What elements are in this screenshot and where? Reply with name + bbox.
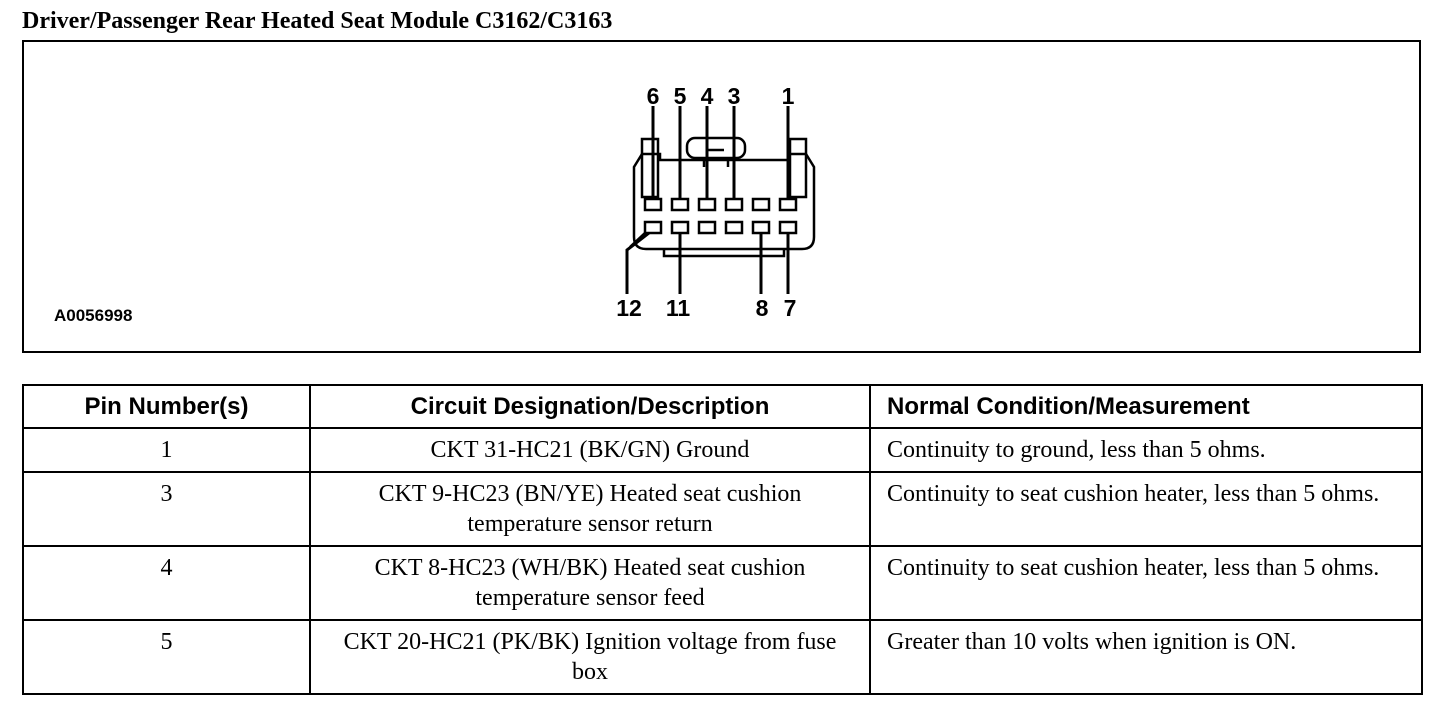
table-row	[23, 620, 1422, 694]
pin-cavity-9	[726, 222, 742, 233]
pin-cavity-11	[672, 222, 688, 233]
table-row	[23, 546, 1422, 620]
pin-number-cell: 1	[23, 428, 310, 472]
condition-cell: Greater than 10 volts when ignition is ON.	[870, 620, 1422, 694]
pin-table	[22, 384, 1423, 695]
condition-cell: Continuity to ground, less than 5 ohms.	[870, 428, 1422, 472]
pin-cavity-3	[726, 199, 742, 210]
figure-id: A0056998	[54, 306, 133, 325]
header-pin-numbers: Pin Number(s)	[23, 385, 310, 428]
header-circuit: Circuit Designation/Description	[310, 385, 870, 428]
pin-label-4: 4	[700, 83, 714, 109]
connector-figure	[22, 40, 1421, 353]
pin-cavity-1	[780, 199, 796, 210]
page-title: Driver/Passenger Rear Heated Seat Module C3162/C3163	[22, 8, 613, 34]
pin-cavity-7	[780, 222, 796, 233]
pin-label-1: 1	[781, 83, 795, 109]
pin-cavity-2	[753, 199, 769, 210]
pin-label-11: 11	[665, 295, 691, 321]
pin-cavity-12	[645, 222, 661, 233]
pin-label-5: 5	[673, 83, 687, 109]
pin-cavity-10	[699, 222, 715, 233]
condition-cell: Continuity to seat cushion heater, less than 5 ohms.	[870, 472, 1422, 546]
pin-cavity-5	[672, 199, 688, 210]
pin-number-cell: 4	[23, 546, 310, 620]
left-lock-ear	[642, 139, 658, 197]
pin-label-6: 6	[646, 83, 660, 109]
condition-cell: Continuity to seat cushion heater, less than 5 ohms.	[870, 546, 1422, 620]
pin-label-7: 7	[783, 295, 797, 321]
pin-label-8: 8	[755, 295, 769, 321]
pin-cavity-4	[699, 199, 715, 210]
pin-cavity-6	[645, 199, 661, 210]
pin-label-12: 12	[616, 295, 642, 321]
header-condition: Normal Condition/Measurement	[870, 385, 1422, 428]
table-row	[23, 472, 1422, 546]
table-row	[23, 428, 1422, 472]
leader-12	[627, 233, 649, 294]
circuit-cell: CKT 31-HC21 (BK/GN) Ground	[310, 428, 870, 472]
circuit-cell: CKT 20-HC21 (PK/BK) Ignition voltage from fuse box	[310, 620, 870, 694]
circuit-cell: CKT 9-HC23 (BN/YE) Heated seat cushion temperature sensor return	[310, 472, 870, 546]
pin-number-cell: 5	[23, 620, 310, 694]
right-lock-ear	[790, 139, 806, 197]
latch-tab	[687, 138, 745, 158]
pin-number-cell: 3	[23, 472, 310, 546]
pin-label-3: 3	[727, 83, 741, 109]
pin-cavity-8	[753, 222, 769, 233]
table-header-row	[23, 385, 1422, 428]
circuit-cell: CKT 8-HC23 (WH/BK) Heated seat cushion temperature sensor feed	[310, 546, 870, 620]
